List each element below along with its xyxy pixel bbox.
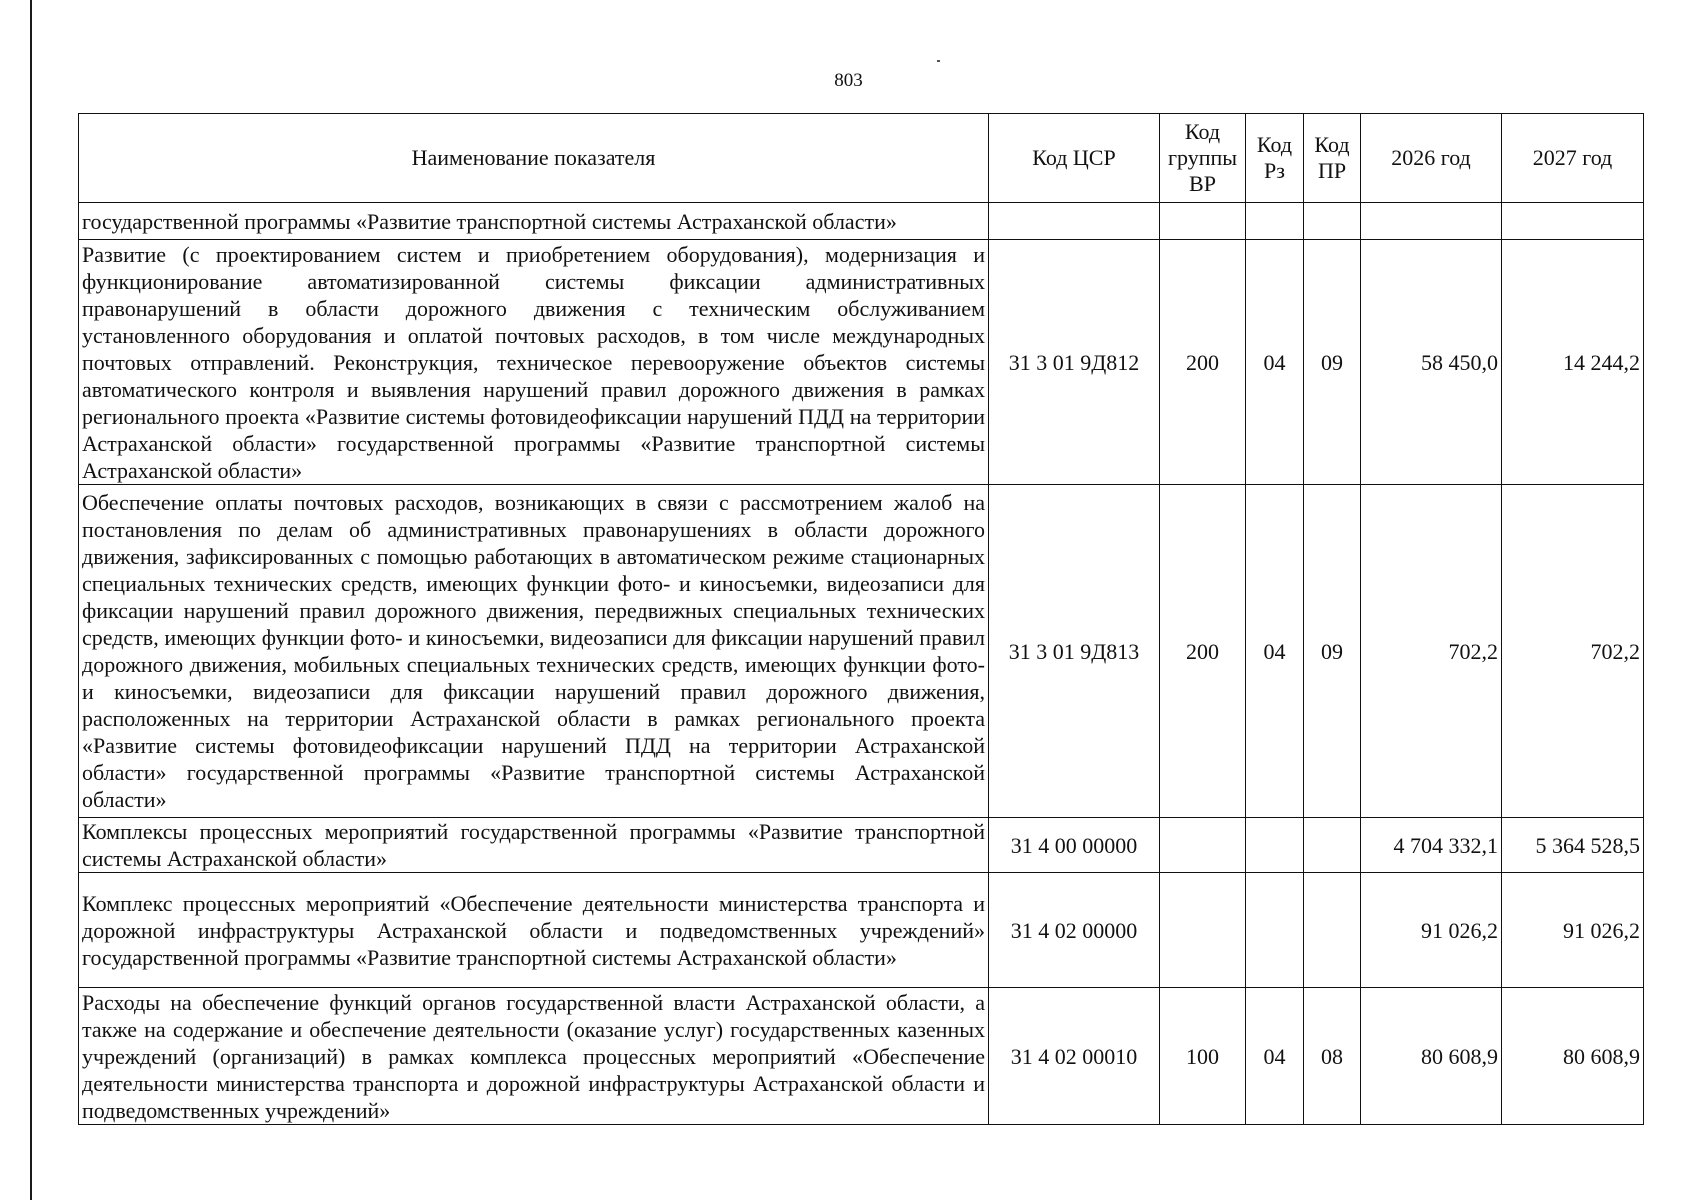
- row-csr: [989, 203, 1160, 240]
- row-rz: 04: [1246, 240, 1304, 485]
- row-pr: 09: [1304, 485, 1361, 818]
- row-name: Развитие (с проектированием систем и приобретением оборудования), модернизация и функционирование автоматизированной системы фиксации административных правонарушений в области дорожного движения с техническим обслуживанием установленного оборудования и оплатой почтовых расходов, в том числе международных почтовых отправлений. Реконструкция, техническое перевооружение объектов системы автоматического контроля и выявления нарушений правил дорожного движения в рамках регионального проекта «Развитие системы фотовидеофиксации нарушений ПДД на территории Астраханской области» государственной программы «Развитие транспортной системы Астраханской области»: [79, 240, 989, 485]
- row-name: Обеспечение оплаты почтовых расходов, возникающих в связи с рассмотрением жалоб на постановления по делам об административных правонарушениях в области дорожного движения, зафиксированных с помощью работающих в автоматическом режиме стационарных специальных технических средств, имеющих функции фото- и киносъемки, видеозаписи для фиксации нарушений правил дорожного движения, передвижных специальных технических средств, имеющих функции фото- и киносъемки, видеозаписи для фиксации нарушений правил дорожного движения, мобильных специальных технических средств, имеющих функции фото- и киносъемки, видеозаписи для фиксации нарушений правил дорожного движения, расположенных на территории Астраханской области в рамках регионального проекта «Развитие системы фотовидеофиксации нарушений ПДД на территории Астраханской области» государственной программы «Развитие транспортной системы Астраханской области»: [79, 485, 989, 818]
- row-pr: [1304, 818, 1361, 873]
- row-2026: 80 608,9: [1361, 988, 1502, 1125]
- row-pr: 08: [1304, 988, 1361, 1125]
- row-rz: [1246, 203, 1304, 240]
- row-rz: [1246, 818, 1304, 873]
- row-2026: 4 704 332,1: [1361, 818, 1502, 873]
- table-row: [79, 988, 1644, 1125]
- table-row: [79, 240, 1644, 485]
- row-vr: [1160, 203, 1246, 240]
- row-name: Комплекс процессных мероприятий «Обеспечение деятельности министерства транспорта и дорожной инфраструктуры Астраханской области и подведомственных учреждений» государственной программы «Развитие транспортной системы Астраханской области»: [79, 873, 989, 988]
- row-name: Комплексы процессных мероприятий государственной программы «Развитие транспортной системы Астраханской области»: [79, 818, 989, 873]
- table-row: [79, 203, 1644, 240]
- header-2026: 2026 год: [1361, 114, 1502, 203]
- row-csr: 31 4 00 00000: [989, 818, 1160, 873]
- page-binding-line: [30, 0, 32, 1200]
- table-header-row: [79, 114, 1644, 203]
- row-2027: 702,2: [1502, 485, 1644, 818]
- row-rz: 04: [1246, 988, 1304, 1125]
- row-2026: 91 026,2: [1361, 873, 1502, 988]
- header-rz: Код Рз: [1246, 114, 1304, 203]
- row-vr: 200: [1160, 485, 1246, 818]
- table-row: [79, 818, 1644, 873]
- row-2026: 702,2: [1361, 485, 1502, 818]
- row-csr: 31 4 02 00010: [989, 988, 1160, 1125]
- row-2027: 5 364 528,5: [1502, 818, 1644, 873]
- row-csr: 31 3 01 9Д812: [989, 240, 1160, 485]
- budget-table: [78, 113, 1644, 1125]
- row-2027: 80 608,9: [1502, 988, 1644, 1125]
- table-row: [79, 485, 1644, 818]
- row-rz: 04: [1246, 485, 1304, 818]
- header-csr: Код ЦСР: [989, 114, 1160, 203]
- header-vr: Код группы ВР: [1160, 114, 1246, 203]
- page-number: 803: [834, 70, 863, 91]
- row-2027: [1502, 203, 1644, 240]
- row-name: государственной программы «Развитие транспортной системы Астраханской области»: [79, 203, 989, 240]
- scan-speck: [937, 60, 940, 62]
- row-vr: 100: [1160, 988, 1246, 1125]
- row-csr: 31 3 01 9Д813: [989, 485, 1160, 818]
- header-name: Наименование показателя: [79, 114, 989, 203]
- row-vr: [1160, 818, 1246, 873]
- row-vr: 200: [1160, 240, 1246, 485]
- table-row: [79, 873, 1644, 988]
- row-2027: 14 244,2: [1502, 240, 1644, 485]
- row-2027: 91 026,2: [1502, 873, 1644, 988]
- row-name: Расходы на обеспечение функций органов государственной власти Астраханской области, а также на содержание и обеспечение деятельности (оказание услуг) государственных казенных учреждений (организаций) в рамках комплекса процессных мероприятий «Обеспечение деятельности министерства транспорта и дорожной инфраструктуры Астраханской области и подведомственных учреждений»: [79, 988, 989, 1125]
- row-2026: [1361, 203, 1502, 240]
- row-pr: [1304, 203, 1361, 240]
- row-pr: 09: [1304, 240, 1361, 485]
- header-2027: 2027 год: [1502, 114, 1644, 203]
- row-csr: 31 4 02 00000: [989, 873, 1160, 988]
- row-pr: [1304, 873, 1361, 988]
- row-2026: 58 450,0: [1361, 240, 1502, 485]
- header-pr: Код ПР: [1304, 114, 1361, 203]
- row-vr: [1160, 873, 1246, 988]
- row-rz: [1246, 873, 1304, 988]
